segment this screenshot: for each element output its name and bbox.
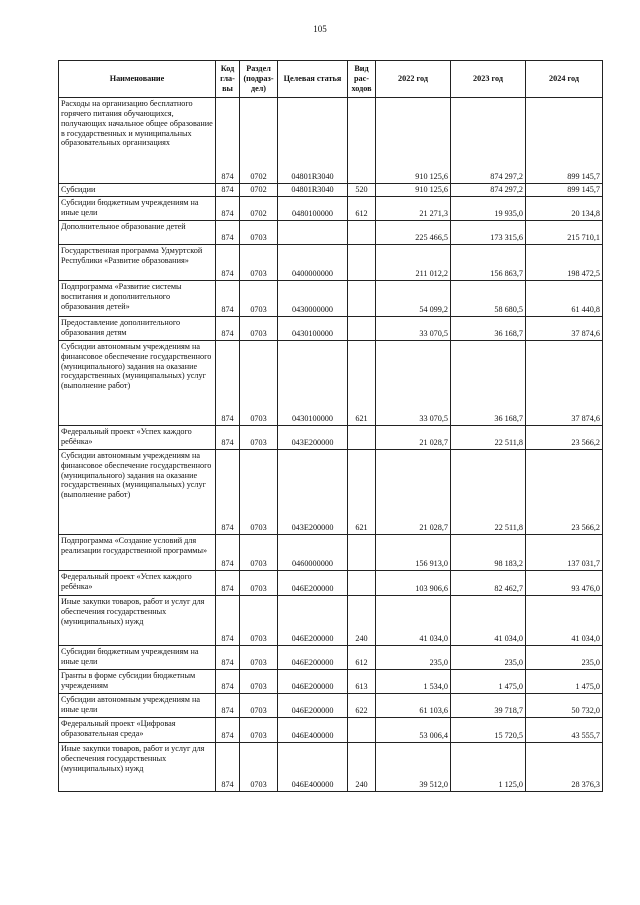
row-name: Иные закупки товаров, работ и услуг для обеспечения государственных (муниципальных) нужд [59, 742, 216, 791]
row-name: Субсидии бюджетным учреждениям на иные цели [59, 196, 216, 220]
row-vid [348, 244, 376, 280]
row-2024: 1 475,0 [526, 669, 603, 693]
row-2023: 41 034,0 [451, 595, 526, 645]
row-code: 874 [216, 244, 240, 280]
row-2023: 1 475,0 [451, 669, 526, 693]
row-code: 874 [216, 449, 240, 534]
row-vid [348, 220, 376, 244]
row-code: 874 [216, 645, 240, 669]
row-name: Предоставление дополнительного образования детям [59, 316, 216, 340]
row-2024: 198 472,5 [526, 244, 603, 280]
row-2022: 1 534,0 [376, 669, 451, 693]
header-2022: 2022 год [376, 61, 451, 98]
row-name: Субсидии автономным учреждениям на иные цели [59, 693, 216, 717]
row-2022: 235,0 [376, 645, 451, 669]
table-row [59, 449, 603, 534]
row-2022: 225 466,5 [376, 220, 451, 244]
row-section: 0703 [240, 669, 278, 693]
row-section: 0703 [240, 645, 278, 669]
row-vid: 240 [348, 595, 376, 645]
row-vid [348, 98, 376, 184]
row-2023: 1 125,0 [451, 742, 526, 791]
header-name: Наименование [59, 61, 216, 98]
row-2023: 15 720,5 [451, 717, 526, 742]
row-code: 874 [216, 570, 240, 595]
row-code: 874 [216, 340, 240, 425]
row-vid: 621 [348, 449, 376, 534]
row-name: Субсидии [59, 184, 216, 197]
row-code: 874 [216, 717, 240, 742]
row-2023: 874 297,2 [451, 184, 526, 197]
row-code: 874 [216, 595, 240, 645]
row-2024: 43 555,7 [526, 717, 603, 742]
row-2022: 33 070,5 [376, 316, 451, 340]
page-number: 105 [313, 24, 327, 34]
table-row [59, 244, 603, 280]
table-row [59, 316, 603, 340]
table-row [59, 693, 603, 717]
row-section: 0703 [240, 449, 278, 534]
row-code: 874 [216, 693, 240, 717]
row-code: 874 [216, 669, 240, 693]
row-name: Субсидии автономным учреждениям на финансовое обеспечение государственного (муниципального) задания на оказание государственных (муниципальных) услуг (выполнение работ) [59, 449, 216, 534]
row-vid: 622 [348, 693, 376, 717]
row-target: 0430100000 [278, 316, 348, 340]
row-vid [348, 534, 376, 570]
row-2024: 137 031,7 [526, 534, 603, 570]
row-vid [348, 425, 376, 449]
row-code: 874 [216, 280, 240, 316]
row-2023: 22 511,8 [451, 449, 526, 534]
row-vid: 520 [348, 184, 376, 197]
row-2022: 53 006,4 [376, 717, 451, 742]
table-row [59, 220, 603, 244]
table-row [59, 425, 603, 449]
row-section: 0703 [240, 742, 278, 791]
row-vid: 612 [348, 196, 376, 220]
row-2022: 33 070,5 [376, 340, 451, 425]
row-2024: 61 440,8 [526, 280, 603, 316]
row-target: 046E200000 [278, 595, 348, 645]
table-header-row [59, 61, 603, 98]
row-name: Дополнительное образование детей [59, 220, 216, 244]
row-2024: 899 145,7 [526, 98, 603, 184]
header-target: Целевая статья [278, 61, 348, 98]
row-target: 046E400000 [278, 717, 348, 742]
row-section: 0703 [240, 244, 278, 280]
row-section: 0702 [240, 98, 278, 184]
row-2023: 98 183,2 [451, 534, 526, 570]
row-2023: 173 315,6 [451, 220, 526, 244]
row-2023: 19 935,0 [451, 196, 526, 220]
row-code: 874 [216, 316, 240, 340]
row-target: 0480100000 [278, 196, 348, 220]
row-2022: 41 034,0 [376, 595, 451, 645]
row-2023: 39 718,7 [451, 693, 526, 717]
table-row [59, 717, 603, 742]
row-2024: 37 874,6 [526, 340, 603, 425]
row-2022: 910 125,6 [376, 98, 451, 184]
row-2023: 22 511,8 [451, 425, 526, 449]
table-row [59, 280, 603, 316]
row-code: 874 [216, 534, 240, 570]
row-section: 0702 [240, 196, 278, 220]
row-section: 0703 [240, 595, 278, 645]
table-row [59, 534, 603, 570]
table-row [59, 645, 603, 669]
row-name: Субсидии автономным учреждениям на финансовое обеспечение государственного (муниципального) задания на оказание государственных (муниципальных) услуг (выполнение работ) [59, 340, 216, 425]
row-vid [348, 717, 376, 742]
row-name: Федеральный проект «Успех каждого ребёнка» [59, 570, 216, 595]
row-section: 0703 [240, 534, 278, 570]
row-target: 04801R3040 [278, 184, 348, 197]
row-target: 04801R3040 [278, 98, 348, 184]
row-2022: 39 512,0 [376, 742, 451, 791]
header-section: Раздел (подраз- дел) [240, 61, 278, 98]
row-vid: 621 [348, 340, 376, 425]
row-target: 043E200000 [278, 425, 348, 449]
table-row [59, 570, 603, 595]
row-section: 0703 [240, 220, 278, 244]
row-section: 0703 [240, 316, 278, 340]
row-2023: 36 168,7 [451, 340, 526, 425]
row-2022: 21 028,7 [376, 425, 451, 449]
row-2023: 36 168,7 [451, 316, 526, 340]
row-target: 046E400000 [278, 742, 348, 791]
row-2022: 211 012,2 [376, 244, 451, 280]
row-2022: 21 028,7 [376, 449, 451, 534]
table-row [59, 340, 603, 425]
row-code: 874 [216, 184, 240, 197]
row-target: 046E200000 [278, 645, 348, 669]
row-2024: 899 145,7 [526, 184, 603, 197]
row-target: 046E200000 [278, 669, 348, 693]
row-section: 0703 [240, 717, 278, 742]
row-target: 0460000000 [278, 534, 348, 570]
table-row [59, 196, 603, 220]
table-row [59, 98, 603, 184]
row-target: 0400000000 [278, 244, 348, 280]
row-2024: 41 034,0 [526, 595, 603, 645]
row-vid: 613 [348, 669, 376, 693]
row-2022: 103 906,6 [376, 570, 451, 595]
row-target: 046E200000 [278, 570, 348, 595]
row-section: 0703 [240, 693, 278, 717]
row-section: 0702 [240, 184, 278, 197]
table-row [59, 742, 603, 791]
row-2024: 23 566,2 [526, 449, 603, 534]
row-vid [348, 316, 376, 340]
row-2024: 20 134,8 [526, 196, 603, 220]
row-vid: 240 [348, 742, 376, 791]
row-section: 0703 [240, 425, 278, 449]
header-code: Код гла- вы [216, 61, 240, 98]
row-section: 0703 [240, 280, 278, 316]
row-2023: 235,0 [451, 645, 526, 669]
row-vid [348, 570, 376, 595]
row-2024: 50 732,0 [526, 693, 603, 717]
table-row [59, 669, 603, 693]
row-name: Государственная программа Удмуртской Республики «Развитие образования» [59, 244, 216, 280]
row-2022: 910 125,6 [376, 184, 451, 197]
row-2024: 235,0 [526, 645, 603, 669]
row-2023: 874 297,2 [451, 98, 526, 184]
row-name: Иные закупки товаров, работ и услуг для обеспечения государственных (муниципальных) нужд [59, 595, 216, 645]
row-2022: 156 913,0 [376, 534, 451, 570]
row-code: 874 [216, 196, 240, 220]
row-name: Субсидии бюджетным учреждениям на иные цели [59, 645, 216, 669]
row-name: Федеральный проект «Успех каждого ребёнка» [59, 425, 216, 449]
header-vid: Вид рас- ходов [348, 61, 376, 98]
table-row [59, 595, 603, 645]
row-2023: 58 680,5 [451, 280, 526, 316]
row-2024: 28 376,3 [526, 742, 603, 791]
row-name: Подпрограмма «Создание условий для реализации государственной программы» [59, 534, 216, 570]
row-target: 046E200000 [278, 693, 348, 717]
row-2024: 93 476,0 [526, 570, 603, 595]
budget-table [58, 60, 603, 792]
row-code: 874 [216, 425, 240, 449]
row-2022: 61 103,6 [376, 693, 451, 717]
row-code: 874 [216, 742, 240, 791]
row-section: 0703 [240, 570, 278, 595]
row-vid: 612 [348, 645, 376, 669]
table-row [59, 184, 603, 197]
row-name: Расходы на организацию бесплатного горячего питания обучающихся, получающих начальное общее образование в государственных и муниципальных образовательных организациях [59, 98, 216, 184]
row-name: Федеральный проект «Цифровая образовательная среда» [59, 717, 216, 742]
row-vid [348, 280, 376, 316]
row-code: 874 [216, 98, 240, 184]
row-code: 874 [216, 220, 240, 244]
row-name: Гранты в форме субсидии бюджетным учреждениям [59, 669, 216, 693]
header-2024: 2024 год [526, 61, 603, 98]
row-2022: 54 099,2 [376, 280, 451, 316]
header-2023: 2023 год [451, 61, 526, 98]
row-section: 0703 [240, 340, 278, 425]
row-target: 043E200000 [278, 449, 348, 534]
row-2024: 37 874,6 [526, 316, 603, 340]
row-target [278, 220, 348, 244]
row-name: Подпрограмма «Развитие системы воспитания и дополнительного образования детей» [59, 280, 216, 316]
row-2024: 215 710,1 [526, 220, 603, 244]
row-2023: 156 863,7 [451, 244, 526, 280]
row-target: 0430100000 [278, 340, 348, 425]
row-target: 0430000000 [278, 280, 348, 316]
row-2024: 23 566,2 [526, 425, 603, 449]
row-2023: 82 462,7 [451, 570, 526, 595]
row-2022: 21 271,3 [376, 196, 451, 220]
